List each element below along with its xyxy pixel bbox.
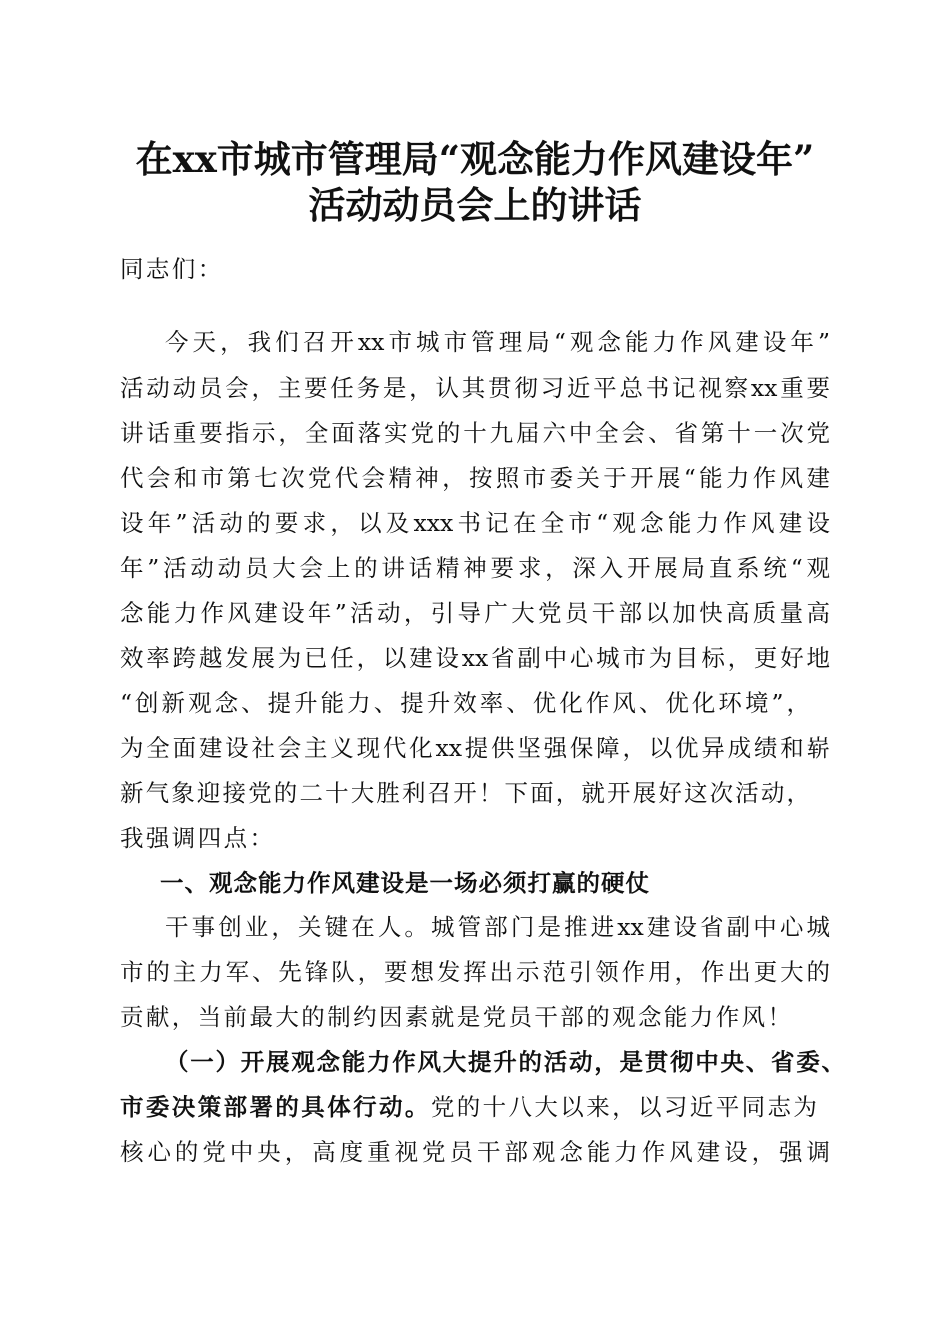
paragraph-1-line: 我强调四点： (120, 824, 276, 852)
paragraph-1-line: “创新观念、提升能力、提升效率、优化作风、优化环境”， (120, 689, 810, 717)
paragraph-2-line: 市的主力军、先锋队，要想发挥出示范引领作用，作出更大的 (120, 958, 830, 986)
paragraph-1-line: 效率跨越发展为已任，以建设xx省副中心城市为目标，更好地 (120, 644, 830, 672)
paragraph-2-line: 贡献，当前最大的制约因素就是党员干部的观念能力作风！ (120, 1003, 794, 1031)
subheading-continuation-line (120, 1084, 830, 1130)
paragraph-1-line: 为全面建设社会主义现代化xx提供坚强保障，以优异成绩和崭 (120, 734, 830, 762)
document-title-line-2: 活动动员会上的讲话 (308, 183, 642, 227)
paragraph-1-line: 设年”活动的要求，以及xxx书记在全市“观念能力作风建设 (120, 509, 830, 537)
paragraph-1-line: 年”活动动员大会上的讲话精神要求，深入开展局直系统“观 (120, 554, 830, 582)
paragraph-1-line: 今天，我们召开xx市城市管理局“观念能力作风建设年” (165, 328, 830, 356)
paragraph-3-start: 党的十八大以来，以习近平同志为 (430, 1093, 820, 1121)
salutation: 同志们： (120, 255, 224, 283)
paragraph-2-line: 干事创业，关键在人。城管部门是推进xx建设省副中心城 (165, 913, 830, 941)
subheading-tail: 市委决策部署的具体行动。 (120, 1093, 431, 1121)
subheading-line: （一）开展观念能力作风大提升的活动，是贯彻中央、省委、 (165, 1048, 845, 1076)
paragraph-3-line: 核心的党中央，高度重视党员干部观念能力作风建设，强调 (120, 1138, 830, 1166)
paragraph-1-line: 代会和市第七次党代会精神，按照市委关于开展“能力作风建 (120, 464, 830, 492)
paragraph-1-line: 新气象迎接党的二十大胜利召开！下面，就开展好这次活动， (120, 779, 810, 807)
document-title-line-1: 在xx市城市管理局“观念能力作风建设年” (135, 137, 815, 181)
section-heading: 一、观念能力作风建设是一场必须打赢的硬仗 (160, 869, 650, 897)
paragraph-1-line: 讲话重要指示，全面落实党的十九届六中全会、省第十一次党 (120, 419, 830, 447)
paragraph-1-line: 活动动员会，主要任务是，认其贯彻习近平总书记视察xx重要 (120, 374, 830, 402)
paragraph-1-line: 念能力作风建设年”活动，引导广大党员干部以加快高质量高 (120, 599, 830, 627)
